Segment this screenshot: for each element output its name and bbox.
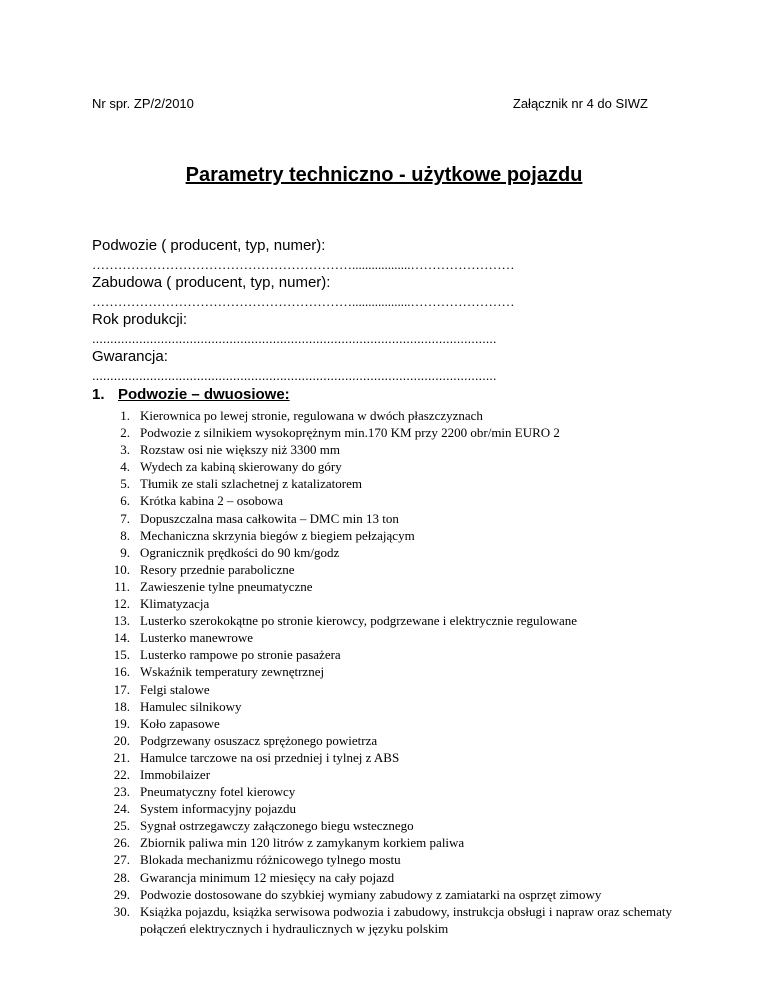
list-item: [92, 629, 692, 646]
item-text: Lusterko rampowe po stronie pasażera: [140, 647, 341, 663]
item-number: 1.: [120, 408, 130, 423]
list-item: [92, 595, 692, 612]
item-number: 13.: [113, 613, 130, 629]
item-number: 3.: [120, 442, 130, 458]
item-text: Sygnał ostrzegawczy załączonego biegu wstecznego: [140, 818, 414, 834]
field-label: Gwarancja:: [92, 348, 168, 365]
item-number: 27.: [113, 852, 130, 868]
list-item: [92, 492, 692, 509]
item-number: 20.: [113, 732, 130, 748]
list-item: [92, 663, 692, 680]
item-text: Hamulec silnikowy: [140, 698, 242, 714]
item-text: Blokada mechanizmu różnicowego tylnego mostu: [140, 852, 401, 868]
item-number: 2.: [120, 425, 130, 441]
item-number: 4.: [120, 459, 130, 475]
list-item: [92, 869, 692, 886]
list-item: [92, 715, 692, 732]
list-item: [92, 732, 692, 749]
attachment-label: Załącznik nr 4 do SIWZ: [512, 96, 648, 111]
reference-number: Nr spr. ZP/2/2010: [92, 96, 194, 111]
page-title: Parametry techniczno - użytkowe pojazdu: [185, 164, 583, 186]
fill-in-line: ……………………………………………………..................……………………: [92, 294, 515, 309]
item-text: Lusterko manewrowe: [140, 630, 253, 646]
field-label: Zabudowa ( producent, typ, numer):: [92, 274, 331, 291]
item-text: Felgi stalowe: [140, 681, 210, 697]
field-body: [92, 273, 592, 310]
list-item: [92, 561, 692, 578]
field-chassis: [92, 236, 592, 273]
list-item: [92, 698, 692, 715]
item-text: Zawieszenie tylne pneumatyczne: [140, 578, 313, 594]
item-text: Hamulce tarczowe na osi przedniej i tylnej z ABS: [140, 749, 400, 765]
fill-in-line: ................................................................................................................: [92, 331, 497, 346]
list-item: [92, 851, 692, 868]
list-item: [92, 475, 692, 492]
item-text: Kierownica po lewej stronie, regulowana w dwóch płaszczyznach: [140, 408, 483, 423]
item-number: 30.: [113, 903, 130, 919]
list-item: [92, 424, 692, 441]
item-number: 14.: [113, 630, 130, 646]
requirements-list: [92, 407, 692, 937]
list-item: [92, 783, 692, 800]
item-text: Klimatyzacja: [140, 596, 210, 612]
list-item: [92, 886, 692, 903]
item-number: 9.: [120, 544, 130, 560]
item-text: Resory przednie paraboliczne: [140, 561, 295, 577]
section-chassis: [92, 385, 692, 937]
list-item: [92, 407, 692, 424]
list-item: [92, 612, 692, 629]
fill-in-line: ……………………………………………………..................……………………: [92, 257, 515, 272]
item-number: 18.: [113, 698, 130, 714]
item-text: Pneumatyczny fotel kierowcy: [140, 784, 296, 800]
item-text: Ogranicznik prędkości do 90 km/godz: [140, 544, 340, 560]
item-text: System informacyjny pojazdu: [140, 801, 296, 817]
item-text: Tłumik ze stali szlachetnej z katalizatorem: [140, 476, 362, 492]
item-number: 10.: [113, 561, 130, 577]
item-text: Krótka kabina 2 – osobowa: [140, 493, 283, 509]
item-number: 8.: [120, 527, 130, 543]
item-number: 25.: [113, 818, 130, 834]
item-text: Podwozie z silnikiem wysokoprężnym min.170 KM przy 2200 obr/min EURO 2: [140, 425, 560, 441]
list-item: [92, 800, 692, 817]
list-item: [92, 834, 692, 851]
list-item: [92, 766, 692, 783]
field-label: Rok produkcji:: [92, 311, 188, 328]
list-item: [92, 817, 692, 834]
item-number: 17.: [113, 681, 130, 697]
item-number: 19.: [113, 715, 130, 731]
section-number: 1.: [92, 386, 105, 403]
item-number: 7.: [120, 510, 130, 526]
list-item: [92, 458, 692, 475]
item-text: Zbiornik paliwa min 120 litrów z zamykanym korkiem paliwa: [140, 835, 465, 851]
item-number: 23.: [113, 784, 130, 800]
section-heading: [92, 385, 692, 405]
item-text: Podwozie dostosowane do szybkiej wymiany zabudowy z zamiatarki na osprzęt zimowy: [140, 886, 602, 902]
item-number: 12.: [113, 596, 130, 612]
list-item: [92, 527, 692, 544]
list-item: [92, 681, 692, 698]
item-text: Lusterko szerokokątne po stronie kierowcy, podgrzewane i elektrycznie regulowane: [140, 613, 578, 629]
item-number: 21.: [113, 749, 130, 765]
field-warranty: [92, 347, 592, 384]
list-item: [92, 544, 692, 561]
item-number: 11.: [114, 578, 130, 594]
item-text: Immobilaizer: [140, 766, 211, 782]
item-number: 26.: [113, 835, 130, 851]
item-number: 28.: [113, 869, 130, 885]
item-number: 22.: [113, 766, 130, 782]
item-text: Dopuszczalna masa całkowita – DMC min 13 ton: [140, 510, 399, 526]
item-text: Koło zapasowe: [140, 715, 220, 731]
field-label: Podwozie ( producent, typ, numer):: [92, 237, 326, 254]
list-item: [92, 441, 692, 458]
list-item: [92, 578, 692, 595]
list-item: [92, 510, 692, 527]
item-number: 5.: [120, 476, 130, 492]
list-item: [92, 903, 692, 937]
item-text: Mechaniczna skrzynia biegów z biegiem pełzającym: [140, 527, 415, 543]
list-item: [92, 749, 692, 766]
item-text: Wydech za kabiną skierowany do góry: [140, 459, 342, 475]
vehicle-fields: [92, 236, 592, 384]
item-number: 24.: [113, 801, 130, 817]
item-number: 6.: [120, 493, 130, 509]
item-number: 29.: [113, 886, 130, 902]
item-text: Podgrzewany osuszacz sprężonego powietrza: [140, 732, 378, 748]
section-title: Podwozie – dwuosiowe:: [118, 386, 290, 403]
field-production-year: [92, 310, 592, 347]
item-text: Wskaźnik temperatury zewnętrznej: [140, 664, 325, 680]
list-item: [92, 646, 692, 663]
item-number: 16.: [113, 664, 130, 680]
fill-in-line: ................................................................................................................: [92, 368, 497, 383]
item-number: 15.: [113, 647, 130, 663]
item-text: Książka pojazdu, książka serwisowa podwozia i zabudowy, instrukcja obsługi i napraw oraz schematy połączeń elektrycznych i hydraulicznych w języku polskim: [140, 903, 672, 936]
item-text: Gwarancja minimum 12 miesięcy na cały pojazd: [140, 869, 395, 885]
item-text: Rozstaw osi nie większy niż 3300 mm: [140, 442, 341, 458]
